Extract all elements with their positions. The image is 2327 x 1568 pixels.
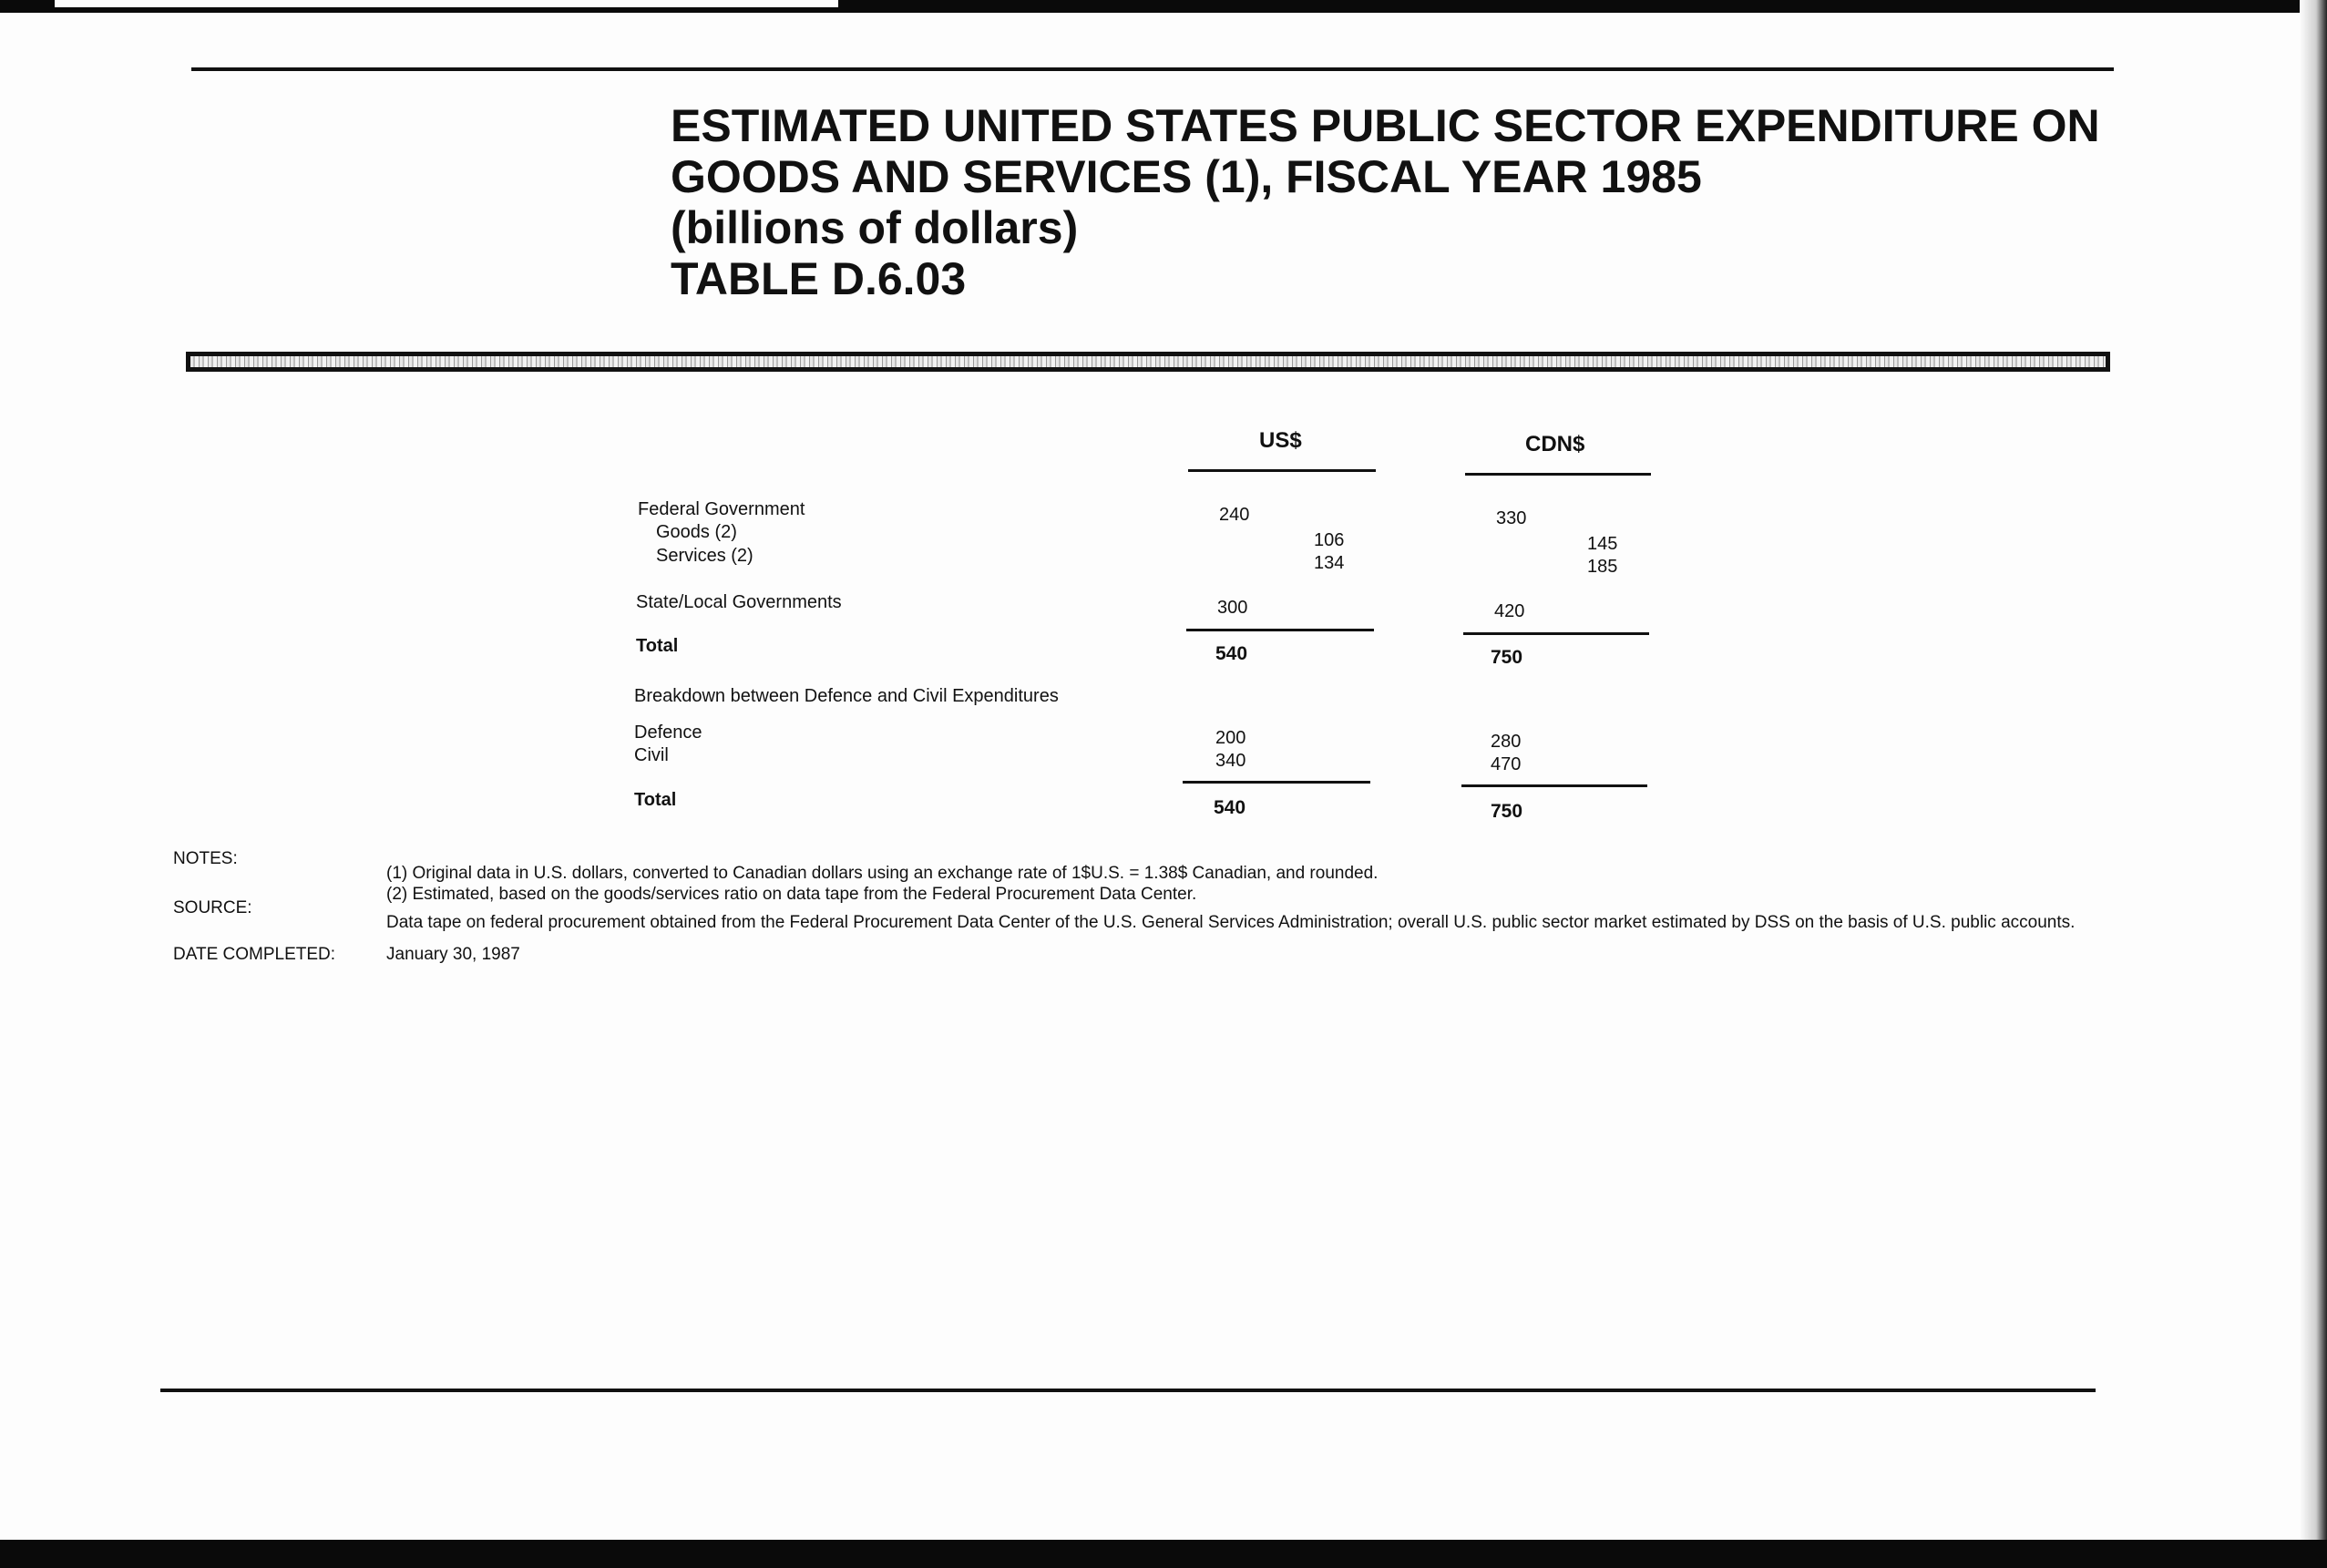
row-label-defence: Defence (634, 723, 702, 743)
column-header-us-underline (1188, 469, 1376, 472)
row-label-civil: Civil (634, 745, 669, 765)
bottom-rule (160, 1389, 2096, 1392)
column-header-cdn-underline (1465, 473, 1651, 476)
subtotal-us-underline (1186, 629, 1374, 631)
scan-border-gap (55, 0, 838, 7)
defence-us-value: 200 (1215, 728, 1246, 748)
date-completed-label: DATE COMPLETED: (173, 945, 336, 964)
scan-border-right (2300, 0, 2327, 1568)
breakdown-heading: Breakdown between Defence and Civil Expenditures (634, 686, 1059, 706)
total-2-us-value: 540 (1214, 797, 1246, 818)
services-us-value: 134 (1314, 553, 1345, 573)
goods-us-value: 106 (1314, 530, 1345, 550)
goods-cdn-value: 145 (1587, 534, 1618, 554)
row-label-goods: Goods (2) (656, 522, 737, 542)
total-1-cdn-value: 750 (1491, 647, 1523, 668)
title-line-4: TABLE D.6.03 (671, 253, 967, 304)
row-label-federal: Federal Government (638, 499, 805, 519)
column-header-us: US$ (1259, 428, 1302, 453)
defence-cdn-value: 280 (1491, 732, 1522, 752)
state-local-cdn-value: 420 (1494, 601, 1525, 621)
date-completed-value: January 30, 1987 (386, 945, 520, 964)
breakdown-cdn-underline (1461, 784, 1647, 787)
services-cdn-value: 185 (1587, 557, 1618, 577)
source-label: SOURCE: (173, 898, 252, 917)
federal-cdn-value: 330 (1496, 508, 1527, 528)
scan-border-bottom (0, 1540, 2327, 1568)
title-line-2: GOODS AND SERVICES (1), FISCAL YEAR 1985 (671, 151, 1702, 202)
subtotal-cdn-underline (1463, 632, 1649, 635)
notes-label: NOTES: (173, 849, 238, 868)
state-local-us-value: 300 (1217, 598, 1248, 618)
title-line-1: ESTIMATED UNITED STATES PUBLIC SECTOR EXPENDITURE ON (671, 100, 2100, 151)
row-label-state-local: State/Local Governments (636, 592, 842, 612)
civil-cdn-value: 470 (1491, 754, 1522, 774)
top-rule (191, 67, 2114, 71)
federal-us-value: 240 (1219, 505, 1250, 525)
page-title (671, 100, 2128, 304)
source-text: Data tape on federal procurement obtained from the Federal Procurement Data Center of the U.S. General Services Administration; overall U.S. public sector market estimated by DSS on the basis of U.S. public accounts. (386, 913, 2076, 932)
civil-us-value: 340 (1215, 751, 1246, 771)
note-2: (2) Estimated, based on the goods/services ratio on data tape from the Federal Procurement Data Center. (386, 885, 1197, 904)
total-1-us-value: 540 (1215, 643, 1248, 664)
column-header-cdn: CDN$ (1525, 432, 1585, 456)
note-1: (1) Original data in U.S. dollars, converted to Canadian dollars using an exchange rate of 1$U.S. = 1.38$ Canadian, and rounded. (386, 864, 1379, 883)
total-2-cdn-value: 750 (1491, 801, 1523, 822)
row-label-total-1: Total (636, 636, 679, 656)
title-line-3: (billions of dollars) (671, 202, 1079, 253)
row-label-total-2: Total (634, 790, 677, 810)
row-label-services: Services (2) (656, 546, 753, 566)
title-divider-band (186, 352, 2110, 372)
breakdown-us-underline (1183, 781, 1370, 784)
